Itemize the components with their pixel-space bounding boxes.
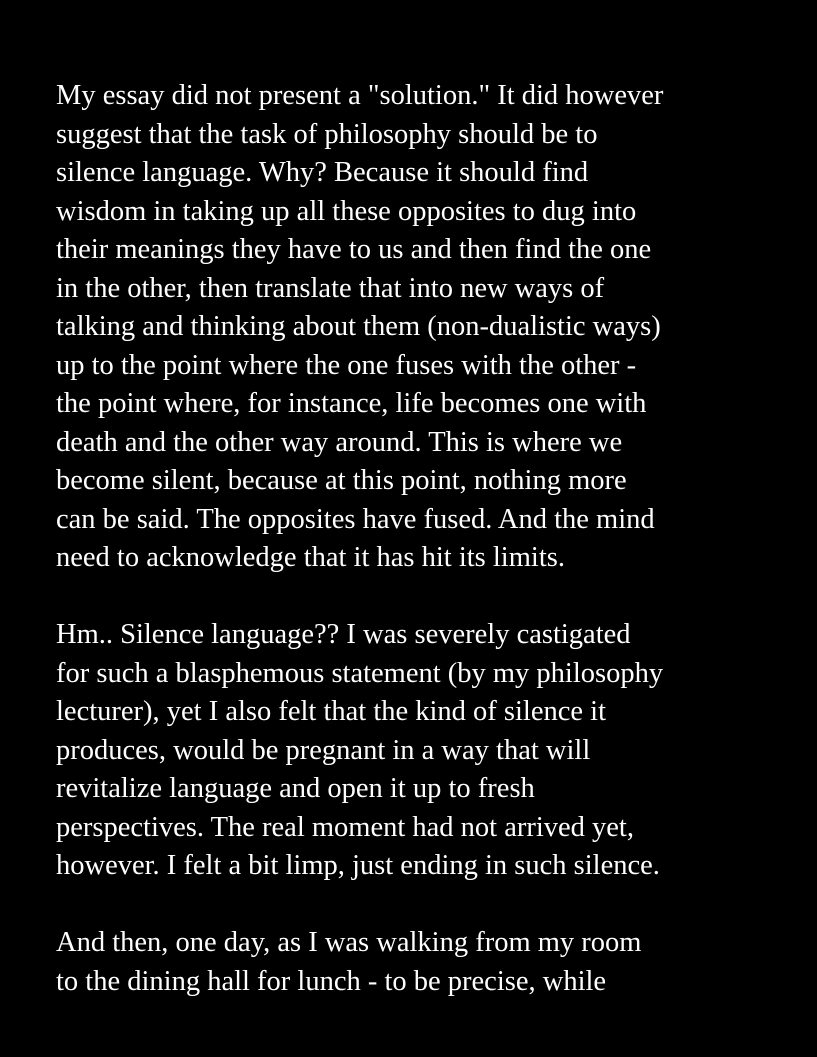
text-line: produces, would be pregnant in a way that will (56, 734, 591, 766)
text-line: for such a blasphemous statement (by my philosophy (56, 657, 664, 689)
text-line: up to the point where the one fuses with the other - (56, 349, 637, 381)
text-line: need to acknowledge that it has hit its limits. (56, 542, 565, 573)
text-line: lecturer), yet I also felt that the kind of silence it (56, 696, 607, 727)
text-line: the point where, for instance, life becomes one with (56, 388, 647, 419)
text-line: can be said. The opposites have fused. And the mind (56, 503, 655, 535)
text-line: to the dining hall for lunch - to be precise, while (56, 965, 607, 997)
text-line: Hm.. Silence language?? I was severely castigated (56, 619, 631, 650)
text-line: their meanings they have to us and then find the one (56, 234, 652, 265)
text-line: revitalize language and open it up to fresh (56, 773, 535, 804)
text-line: My essay did not present a "solution." It did however (56, 80, 664, 111)
text-line: talking and thinking about them (non-dualistic ways) (56, 311, 661, 342)
text-line: in the other, then translate that into new ways of (56, 272, 605, 304)
text-line: perspectives. The real moment had not arrived yet, (56, 811, 634, 843)
text-line: however. I felt a bit limp, just ending in such silence. (56, 850, 660, 881)
paragraph-3 (56, 924, 796, 1001)
text-line: suggest that the task of philosophy should be to (56, 118, 598, 150)
text-line: become silent, because at this point, nothing more (56, 465, 627, 496)
text-line: And then, one day, as I was walking from my room (56, 927, 642, 958)
text-line: silence language. Why? Because it should find (56, 157, 589, 188)
paragraph-1 (56, 77, 796, 578)
document-page (56, 77, 796, 1001)
paragraph-spacer (56, 578, 796, 617)
paragraph-2 (56, 616, 796, 886)
text-line: wisdom in taking up all these opposites to dug into (56, 195, 637, 227)
text-line: death and the other way around. This is where we (56, 426, 623, 458)
paragraph-spacer (56, 886, 796, 925)
